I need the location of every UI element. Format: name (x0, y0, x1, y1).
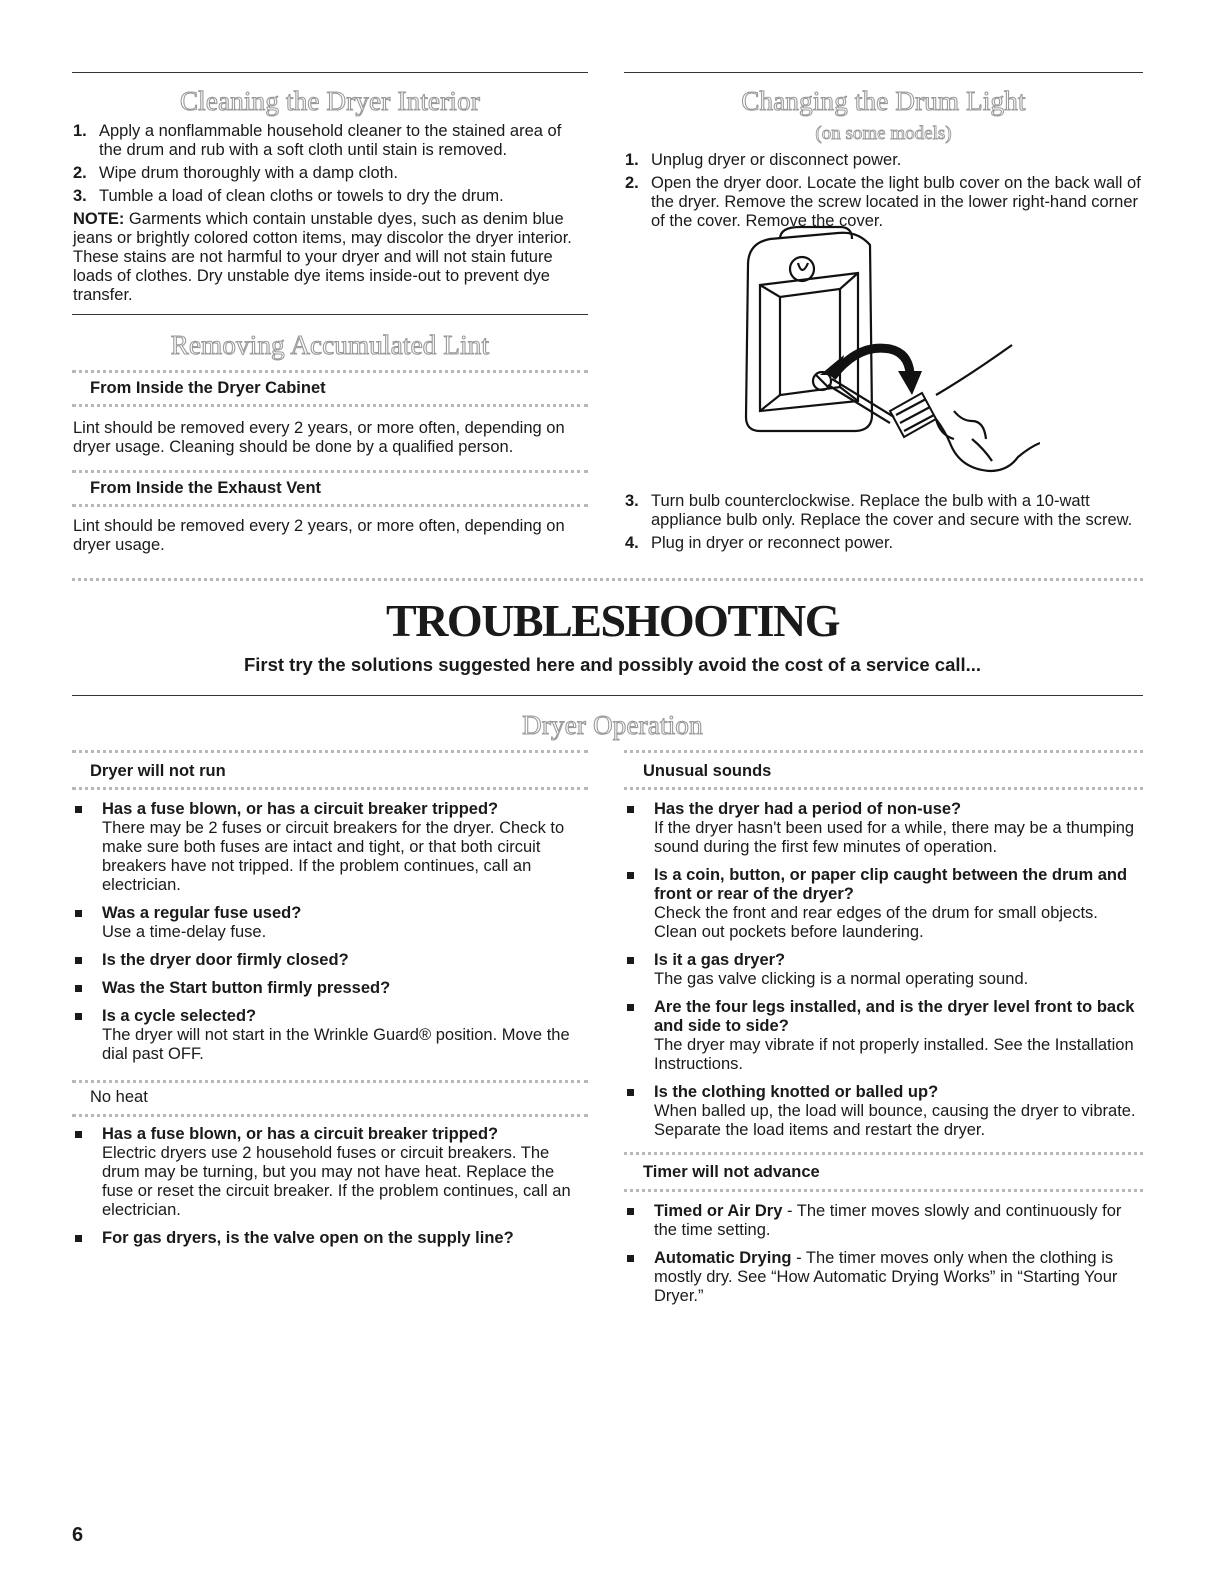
question-text: Has the dryer had a period of non-use? (654, 800, 962, 818)
unusual-sounds-heading: Unusual sounds (643, 762, 772, 780)
question-text: Is the dryer door firmly closed? (102, 951, 349, 969)
answer-text: There may be 2 fuses or circuit breakers for the dryer. Check to make sure both fuses are intact and tight, or that both circuit breakers have not tripped. If the problem continues, call an electrician. (102, 819, 565, 894)
step-number: 1. (625, 151, 639, 169)
step-item (73, 122, 588, 160)
step-item (625, 534, 1143, 553)
question-text: Is it a gas dryer? (654, 951, 786, 969)
no-heat-heading: No heat (90, 1088, 148, 1106)
step-number: 3. (625, 492, 639, 510)
cleaning-steps (73, 122, 588, 305)
question-item (624, 1249, 1143, 1306)
answer-text: Check the front and rear edges of the drum for small objects. Clean out pockets before laundering. (654, 904, 1098, 941)
question-item (72, 1229, 588, 1248)
answer-text: The dryer will not start in the Wrinkle Guard® position. Move the dial past OFF. (102, 1026, 570, 1063)
divider (72, 750, 588, 753)
question-text: Timed or Air Dry (654, 1202, 783, 1220)
question-text: For gas dryers, is the valve open on the supply line? (102, 1229, 514, 1247)
answer-text: If the dryer hasn't been used for a while, there may be a thumping sound during the first few minutes of operation. (654, 819, 1135, 856)
answer-text: - The timer moves only when the clothing is mostly dry. See “How Automatic Drying Works” in “Starting Your Dryer.” (654, 1249, 1118, 1305)
question-text: Is a coin, button, or paper clip caught between the drum and front or rear of the dryer? (654, 866, 1128, 903)
lint-rule (72, 314, 588, 315)
question-text: Has a fuse blown, or has a circuit breaker tripped? (102, 1125, 499, 1143)
question-item (624, 866, 1143, 942)
divider (72, 578, 1143, 581)
question-item (72, 979, 588, 998)
question-item (624, 800, 1143, 857)
cabinet-text: Lint should be removed every 2 years, or more often, depending on dryer usage. Cleaning should be done by a qualified person. (73, 419, 565, 456)
answer-text: Electric dryers use 2 household fuses or circuit breakers. The drum may be turning, but you may not have heat. Replace the fuse or reset the circuit breaker. If the problem continues, call an electrician. (102, 1144, 571, 1219)
timer-list (624, 1202, 1143, 1315)
top-rule-left (72, 72, 588, 73)
no-heat-list (72, 1125, 588, 1257)
drum-light-subtitle: (on some models) (815, 123, 952, 144)
step-text: Plug in dryer or reconnect power. (651, 534, 894, 552)
step-item (625, 174, 1143, 231)
vent-text: Lint should be removed every 2 years, or more often, depending on dryer usage. (73, 517, 565, 554)
will-not-run-list (72, 800, 588, 1073)
divider (72, 370, 588, 373)
page-number: 6 (72, 1524, 84, 1546)
drum-light-steps-a (625, 151, 1143, 235)
divider (72, 787, 588, 790)
troubleshooting-title: TROUBLESHOOTING (386, 595, 839, 646)
divider (624, 787, 1143, 790)
question-text: Is the clothing knotted or balled up? (654, 1083, 939, 1101)
divider (72, 1080, 588, 1083)
answer-text: When balled up, the load will bounce, causing the dryer to vibrate. Separate the load items and restart the dryer. (654, 1102, 1136, 1139)
question-text: Has a fuse blown, or has a circuit breaker tripped? (102, 800, 499, 818)
lint-title: Removing Accumulated Lint (170, 330, 490, 360)
divider (72, 1114, 588, 1117)
question-text: Are the four legs installed, and is the dryer level front to back and side to side? (654, 998, 1135, 1035)
divider (624, 1152, 1143, 1155)
answer-text: - The timer moves slowly and continuously for the time setting. (654, 1202, 1122, 1239)
step-text: Open the dryer door. Locate the light bulb cover on the back wall of the dryer. Remove the screw located in the lower right-hand corner of the cover. Remove the cover. (651, 174, 1141, 230)
step-text: Tumble a load of clean cloths or towels to dry the drum. (99, 187, 504, 205)
divider (72, 504, 588, 507)
step-number: 3. (73, 187, 87, 205)
note-label: NOTE: (73, 210, 125, 228)
question-item (72, 1007, 588, 1064)
step-item (625, 151, 1143, 170)
question-text: Automatic Drying (654, 1249, 792, 1267)
vent-heading: From Inside the Exhaust Vent (90, 479, 322, 497)
question-text: Was a regular fuse used? (102, 904, 302, 922)
question-item (72, 904, 588, 942)
troubleshooting-tagline: First try the solutions suggested here and possibly avoid the cost of a service call... (243, 654, 982, 675)
question-item (624, 998, 1143, 1074)
drum-light-title: Changing the Drum Light (741, 86, 1026, 116)
step-number: 4. (625, 534, 639, 552)
question-item (624, 1083, 1143, 1140)
step-number: 2. (625, 174, 639, 192)
question-text: Is a cycle selected? (102, 1007, 257, 1025)
step-number: 1. (73, 122, 87, 140)
question-item (72, 800, 588, 895)
will-not-run-heading: Dryer will not run (90, 762, 226, 780)
answer-text: The dryer may vibrate if not properly installed. See the Installation Instructions. (654, 1036, 1134, 1073)
divider (72, 470, 588, 473)
troubleshooting-rule (72, 695, 1143, 696)
timer-heading: Timer will not advance (643, 1163, 820, 1181)
cabinet-heading: From Inside the Dryer Cabinet (90, 379, 326, 397)
note-text: Garments which contain unstable dyes, such as denim blue jeans or brightly colored cotton items, may discolor the dryer interior. These stains are not harmful to your dryer and will not stain future loads of clothes. Dry unstable dye items inside-out to prevent dye transfer. (73, 210, 572, 304)
answer-text: Use a time-delay fuse. (102, 923, 267, 941)
cleaning-note (73, 210, 588, 305)
step-text: Unplug dryer or disconnect power. (651, 151, 902, 169)
top-rule-right (624, 72, 1143, 73)
drum-light-steps-b (625, 492, 1143, 557)
step-item (73, 187, 588, 206)
unusual-sounds-list (624, 800, 1143, 1149)
step-text: Turn bulb counterclockwise. Replace the bulb with a 10-watt appliance bulb only. Replace the cover and secure with the screw. (651, 492, 1133, 529)
answer-text: The gas valve clicking is a normal operating sound. (654, 970, 1029, 988)
question-item (72, 1125, 588, 1220)
question-text: Was the Start button firmly pressed? (102, 979, 391, 997)
divider (624, 750, 1143, 753)
divider (72, 404, 588, 407)
cleaning-title: Cleaning the Dryer Interior (179, 86, 481, 116)
bulb-cover-illustration (740, 225, 1040, 495)
question-item (624, 951, 1143, 989)
step-text: Apply a nonflammable household cleaner to the stained area of the drum and rub with a soft cloth until stain is removed. (99, 122, 562, 159)
dryer-operation-title: Dryer Operation (522, 710, 703, 740)
step-number: 2. (73, 164, 87, 182)
divider (624, 1189, 1143, 1192)
step-text: Wipe drum thoroughly with a damp cloth. (99, 164, 398, 182)
question-item (72, 951, 588, 970)
step-item (73, 164, 588, 183)
step-item (625, 492, 1143, 530)
question-item (624, 1202, 1143, 1240)
